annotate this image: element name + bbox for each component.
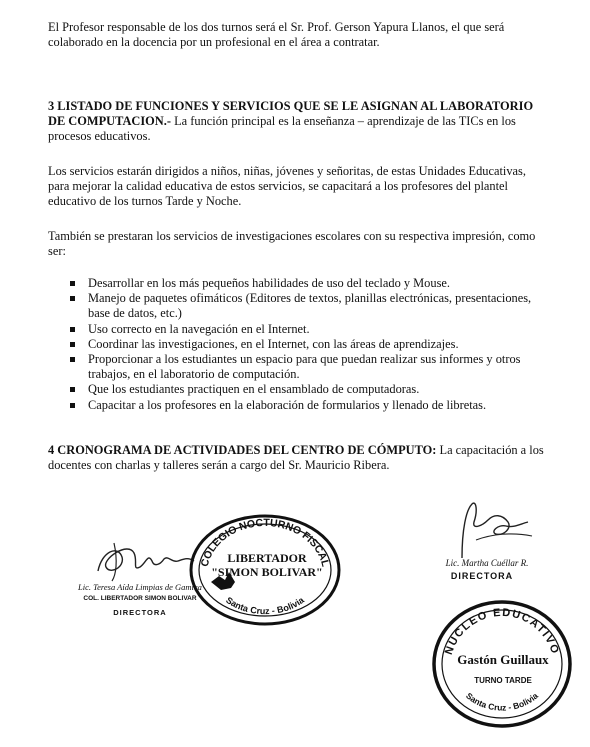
stamp-arc-text: COLEGIO NOCTURNO FISCAL	[198, 516, 332, 569]
signatory-role-left: DIRECTORA	[113, 608, 167, 617]
signatory-name-left: Lic. Teresa Aída Limpias de Gamica	[78, 582, 202, 592]
handwritten-signature-icon	[88, 531, 198, 583]
bullet-icon	[70, 342, 75, 347]
bullet-icon	[70, 357, 75, 362]
stamp-line1: LIBERTADOR	[227, 551, 307, 565]
svg-text:Santa Cruz - Bolivia	[224, 594, 307, 616]
signatory-role-right: DIRECTORA	[450, 571, 514, 581]
signature-block-left	[70, 525, 200, 625]
handwritten-signature-icon	[432, 500, 542, 560]
services-list	[48, 276, 548, 413]
section-4-paragraph	[48, 443, 548, 473]
bullet-icon	[70, 327, 75, 332]
section-3-heading: 3 LISTADO DE FUNCIONES Y SERVICIOS QUE SE LE ASIGNAN AL LABORATORIO DE COMPUTACION.-	[48, 99, 534, 128]
intro-paragraph: El Profesor responsable de los dos turnos será el Sr. Prof. Gerson Yapura Llanos, el que será colaborado en la docencia por un profesional en el área a contratar.	[48, 20, 505, 49]
stamp-line2: TURNO TARDE	[474, 676, 532, 685]
list-item: Proporcionar a los estudiantes un espacio para que puedan realizar sus informes y otros trabajos, en el laboratorio de computación.	[48, 352, 548, 382]
stamp-arc-text: NUCLEO EDUCATIVO	[442, 606, 562, 657]
round-seal-icon	[430, 598, 575, 730]
stamp-bottom-text: Santa Cruz - Bolivia	[224, 594, 306, 617]
bullet-icon	[70, 387, 75, 392]
list-item: Uso correcto en la navegación en el Internet.	[48, 322, 548, 337]
school-stamp-right	[430, 598, 575, 735]
list-item: Que los estudiantes practiquen en el ensamblado de computadoras.	[48, 382, 548, 397]
list-item: Desarrollar en los más pequeños habilidades de uso del teclado y Mouse.	[48, 276, 548, 291]
list-item: Manejo de paquetes ofimáticos (Editores de textos, planillas electrónicas, presentaciones, base de datos, etc.)	[48, 291, 548, 321]
list-item: Capacitar a los profesores en la elaboración de formularios y llenado de libretas.	[48, 398, 548, 413]
research-services-paragraph: También se prestaran los servicios de investigaciones escolares con su respectiva impresión, como ser:	[48, 229, 536, 258]
stamp-bottom-text: Santa Cruz - Bolivia	[464, 690, 540, 713]
school-stamp-left	[185, 510, 345, 633]
oval-seal-icon	[185, 510, 345, 628]
section-3-text: La función principal es la enseñanza – aprendizaje de las TICs en los procesos educativos.	[48, 114, 516, 143]
bullet-icon	[70, 403, 75, 408]
services-paragraph: Los servicios estarán dirigidos a niños, niñas, jóvenes y señoritas, de estas Unidades Educativas, para mejorar la calidad educativa de estos servicios, se capacitará a los profesores del plantel educativo de los turnos Tarde y Noche.	[48, 164, 526, 208]
bullet-icon	[70, 281, 75, 286]
stamp-line1: Gastón Guillaux	[457, 652, 549, 667]
bullet-icon	[70, 296, 75, 301]
list-item: Coordinar las investigaciones, en el Internet, con las áreas de aprendizajes.	[48, 337, 548, 352]
stamp-line2: "SIMON BOLIVAR"	[211, 565, 323, 579]
section-4-text: La capacitación a los docentes con charlas y talleres serán a cargo del Sr. Mauricio Ribera.	[48, 443, 544, 472]
section-3-paragraph	[48, 99, 548, 144]
section-4-heading: 4 CRONOGRAMA DE ACTIVIDADES DEL CENTRO DE CÓMPUTO:	[48, 443, 437, 457]
signatory-name-right: Lic. Martha Cuéllar R.	[445, 558, 529, 568]
signature-block-right	[412, 500, 562, 590]
signatory-institution-left: COL. LIBERTADOR SIMON BOLIVAR	[83, 595, 197, 602]
svg-text:Santa Cruz - Bolivia	[464, 690, 540, 712]
